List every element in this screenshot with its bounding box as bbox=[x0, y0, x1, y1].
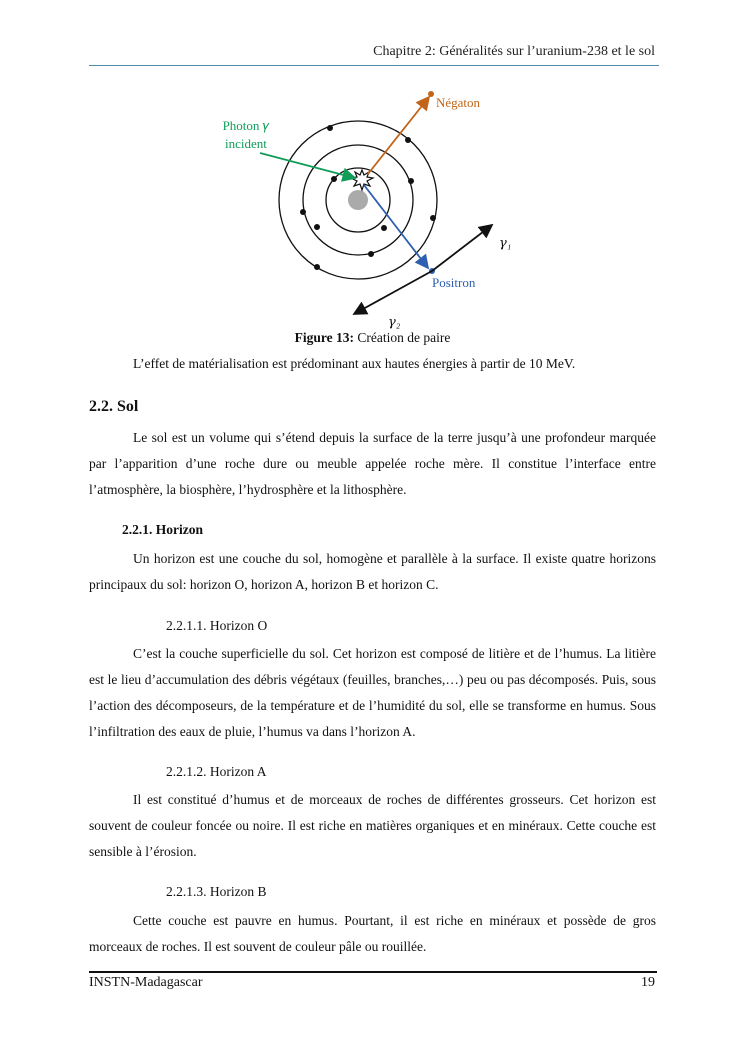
electron bbox=[314, 224, 320, 230]
subsection-heading-horizon: 2.2.1. Horizon bbox=[122, 522, 203, 537]
footer-rule bbox=[89, 971, 657, 973]
electron bbox=[327, 125, 333, 131]
negaton-label: Négaton bbox=[436, 95, 481, 110]
photon-label-line2: incident bbox=[225, 136, 267, 151]
figure-caption-number: Figure 13: bbox=[294, 330, 355, 345]
figure-caption bbox=[0, 330, 745, 346]
positron-arrow bbox=[364, 185, 428, 268]
horizon-a-paragraph: Il est constitué d’humus et de morceaux de roches de différentes grosseurs. Cet horizon est souvent de couleur foncée ou noire. Il est riche en matières organiques et en minéraux. Cette couche est sensible à l’érosion. bbox=[89, 792, 656, 859]
figure-caption-text: Création de paire bbox=[354, 330, 451, 345]
sol-paragraph: Le sol est un volume qui s’étend depuis la surface de la terre jusqu’à une profondeur marquée par l’apparition d’une roche dure ou meuble appelée roche mère. Il constitue l’interface entre l’atmosphère, la biosphère, l’hydrosphère et la lithosphère. bbox=[89, 430, 656, 497]
electron bbox=[368, 251, 374, 257]
intro-paragraph: L’effet de matérialisation est prédominant aux hautes énergies à partir de 10 MeV. bbox=[133, 356, 576, 371]
positron-label: Positron bbox=[432, 275, 476, 290]
gamma2-label: 𝛾₂ bbox=[388, 314, 401, 329]
footer-institution: INSTN-Madagascar bbox=[89, 975, 203, 990]
electron bbox=[300, 209, 306, 215]
heading-horizon-a: 2.2.1.2. Horizon A bbox=[166, 764, 267, 779]
heading-horizon-o: 2.2.1.1. Horizon O bbox=[166, 618, 268, 633]
section-heading-sol: 2.2. Sol bbox=[89, 398, 139, 415]
horizon-b-paragraph: Cette couche est pauvre en humus. Pourtant, il est riche en minéraux et possède de gros morceaux de roches. Il est souvent de couleur pâle ou rouillée. bbox=[89, 913, 656, 954]
negaton-particle bbox=[428, 91, 434, 97]
gamma1-label: 𝛾₁ bbox=[499, 235, 512, 250]
horizon-o-paragraph: C’est la couche superficielle du sol. Cet horizon est composé de litière et de l’humus. La litière est le lieu d’accumulation des débris végétaux (feuilles, branches,…) peu ou pas décomposés. Puis, sous l’action des décomposeurs, de la température et de l’humidité du sol, elle se transforme en humus. Sous l’infiltration des eaux de pluie, l’humus va dans l’horizon A. bbox=[89, 646, 656, 739]
electron bbox=[381, 225, 387, 231]
electron bbox=[408, 178, 414, 184]
electron bbox=[314, 264, 320, 270]
heading-horizon-b: 2.2.1.3. Horizon B bbox=[166, 884, 267, 899]
photon-label-line1: Photon 𝛾 bbox=[222, 118, 270, 133]
footer-page-number: 19 bbox=[641, 975, 655, 990]
header-rule bbox=[89, 65, 659, 66]
gamma1-arrow bbox=[432, 225, 492, 271]
horizon-paragraph: Un horizon est une couche du sol, homogène et parallèle à la surface. Il existe quatre horizons principaux du sol: horizon O, horizon A, horizon B et horizon C. bbox=[89, 551, 656, 592]
gamma2-arrow bbox=[354, 271, 432, 314]
pair-creation-figure bbox=[0, 80, 745, 345]
electron bbox=[430, 215, 436, 221]
electron bbox=[331, 176, 337, 182]
incident-photon-arrow bbox=[260, 153, 355, 178]
electron bbox=[405, 137, 411, 143]
nucleus bbox=[348, 190, 368, 210]
page-header-title: Chapitre 2: Généralités sur l’uranium-238 et le sol bbox=[373, 44, 655, 59]
